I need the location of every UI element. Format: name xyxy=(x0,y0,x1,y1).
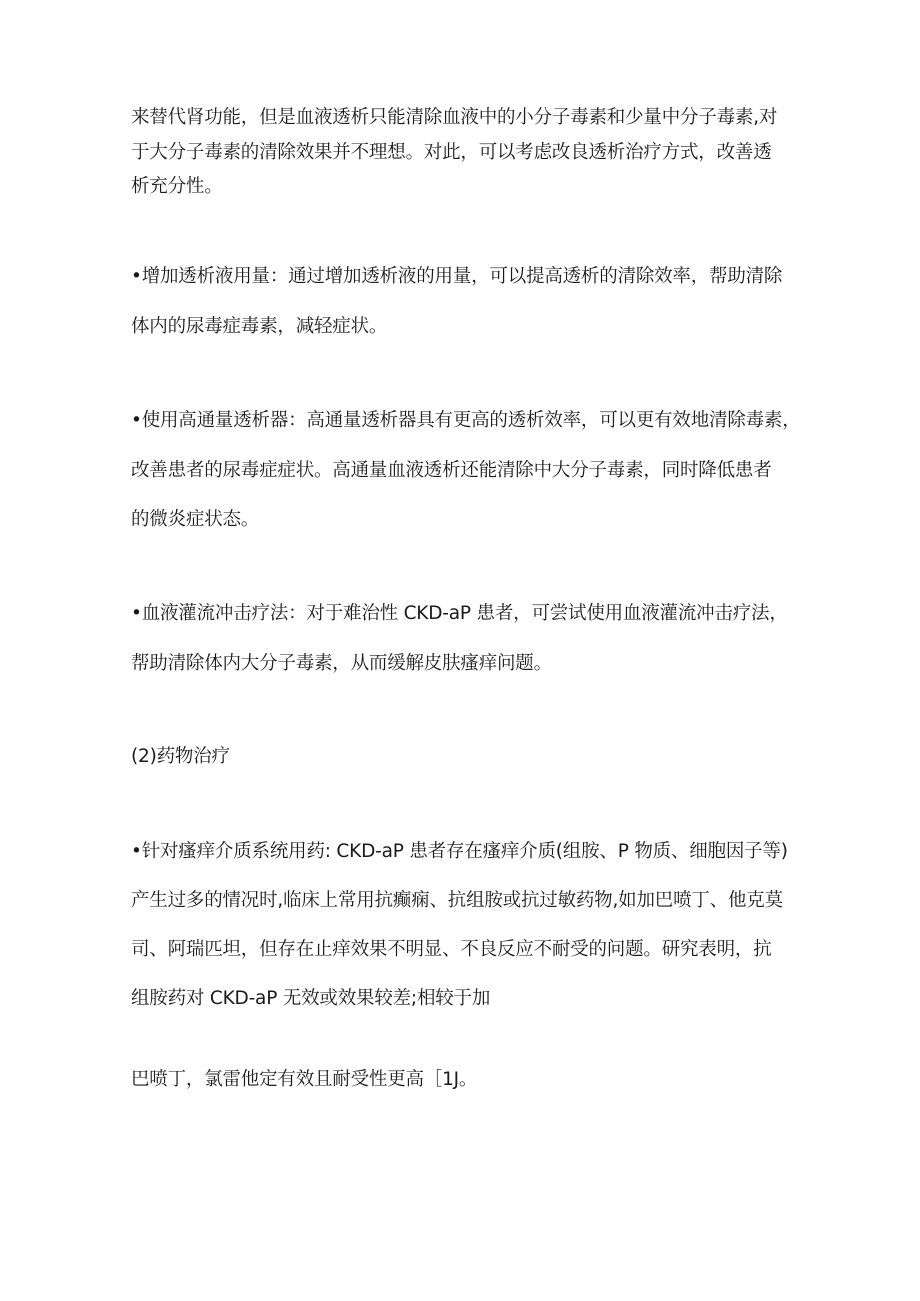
section-heading-drug-therapy: (2)药物治疗 xyxy=(131,746,230,767)
bullet-pruritus-mediators-line-3: 司、阿瑞匹坦，但存在止痒效果不明显、不良反应不耐受的问题。研究表明，抗 xyxy=(131,939,772,960)
paragraph-1-line-3: 析充分性。 xyxy=(131,176,223,197)
bullet-dialysate-volume-line-2: 体内的尿毒症毒素，减轻症状。 xyxy=(131,316,388,337)
bullet-pruritus-mediators-line-2: 产生过多的情况时,临床上常用抗癫痫、抗组胺或抗过敏药物,如加巴喷丁、他克莫 xyxy=(131,890,783,911)
paragraph-loratadine: 巴喷丁，氯雷他定有效且耐受性更高［1J。 xyxy=(131,1069,478,1090)
paragraph-1-line-1: 来替代肾功能，但是血液透析只能清除血液中的小分子毒素和少量中分子毒素,对 xyxy=(131,107,778,128)
bullet-high-flux-line-2: 改善患者的尿毒症症状。高通量血液透析还能清除中大分子毒素，同时降低患者 xyxy=(131,460,772,481)
bullet-pruritus-mediators-line-1: •针对瘙痒介质系统用药: CKD-aP 患者存在瘙痒介质(组胺、P 物质、细胞因子等) xyxy=(131,841,788,862)
paragraph-1-line-2: 于大分子毒素的清除效果并不理想。对此，可以考虑改良透析治疗方式，改善透 xyxy=(131,142,772,163)
bullet-hemoperfusion-line-1: •血液灌流冲击疗法：对于难治性 CKD-aP 患者，可尝试使用血液灌流冲击疗法， xyxy=(131,603,788,624)
bullet-high-flux-line-3: 的微炎症状态。 xyxy=(131,509,260,530)
bullet-hemoperfusion-line-2: 帮助清除体内大分子毒素，从而缓解皮肤瘙痒问题。 xyxy=(131,653,552,674)
bullet-dialysate-volume-line-1: •增加透析液用量：通过增加透析液的用量，可以提高透析的清除效率，帮助清除 xyxy=(131,266,783,287)
bullet-high-flux-line-1: •使用高通量透析器：高通量透析器具有更高的透析效率，可以更有效地清除毒素， xyxy=(131,410,801,431)
bullet-pruritus-mediators-line-4: 组胺药对 CKD-aP 无效或效果较差;相较于加 xyxy=(131,988,491,1009)
